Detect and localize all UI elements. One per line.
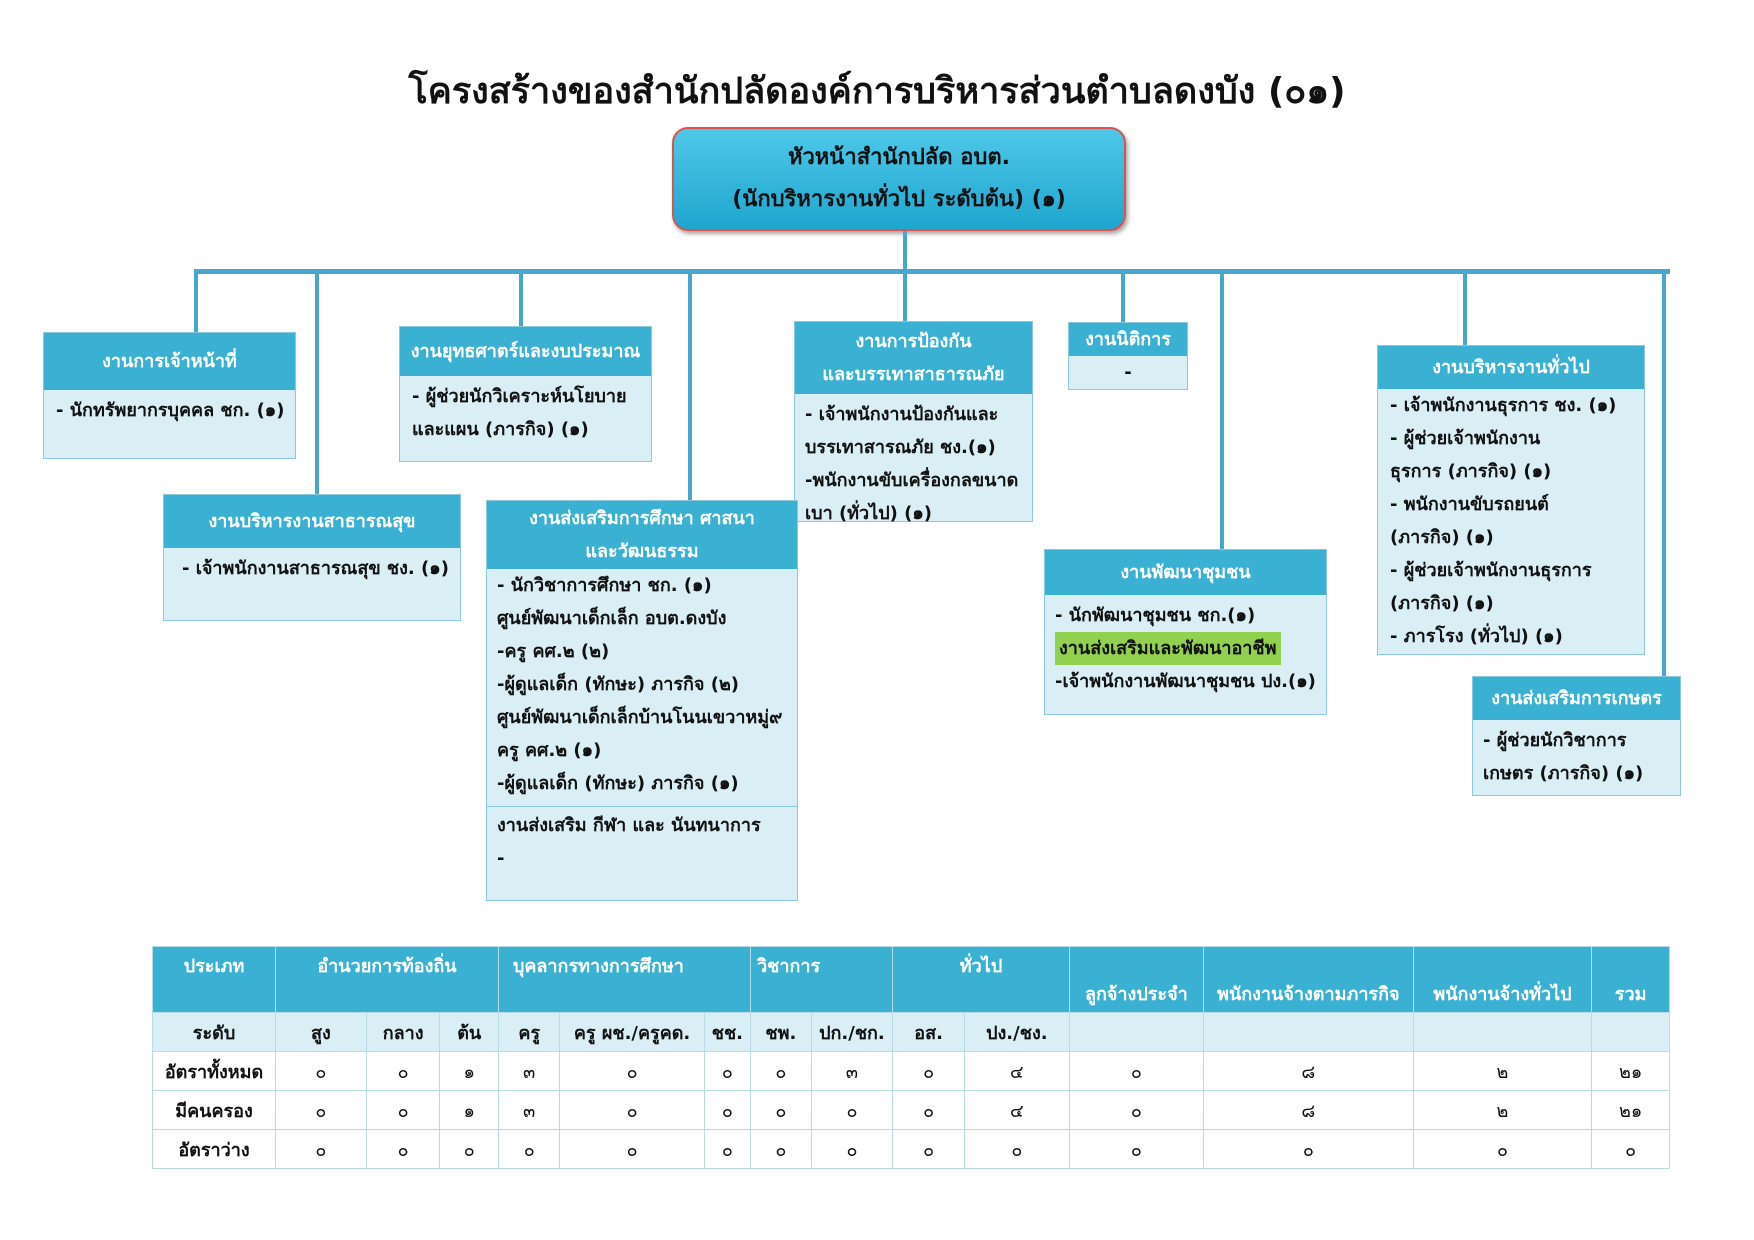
unit-education xyxy=(486,500,798,901)
sub-section-title: งานส่งเสริม กีฬา และ นันทนาการ xyxy=(497,815,761,836)
table-cell: ๒ xyxy=(1413,1091,1592,1130)
unit-title xyxy=(487,501,797,569)
list-item: - นักพัฒนาชุมชน ชก.(๑) xyxy=(1055,605,1256,626)
unit-body xyxy=(44,390,295,431)
highlight-row xyxy=(1055,632,1314,665)
connector-disaster xyxy=(903,271,907,321)
unit-agriculture xyxy=(1472,676,1681,796)
connector-community xyxy=(1220,271,1224,549)
table-cell: ๑ xyxy=(440,1091,499,1130)
header-type: ประเภท xyxy=(153,947,276,1013)
list-item: (ภารกิจ) (๑) xyxy=(1390,527,1494,548)
connector-admin xyxy=(1463,271,1467,345)
unit-title: งานส่งเสริมการเกษตร xyxy=(1473,677,1680,720)
table-cell: ๐ xyxy=(1203,1130,1413,1169)
connector-education xyxy=(688,271,692,500)
list-item: -เจ้าพนักงานพัฒนาชุมชน ปง.(๑) xyxy=(1055,671,1316,692)
level-cell: ชพ. xyxy=(751,1013,812,1052)
connector-legal xyxy=(1121,271,1125,322)
page-title: โครงสร้างของสำนักปลัดองค์การบริหารส่วนตำบลดงบัง (๐๑) xyxy=(408,71,1346,112)
table-cell: ๐ xyxy=(366,1052,440,1091)
unit-sub-section xyxy=(487,806,797,879)
table-cell: ๐ xyxy=(560,1052,704,1091)
table-cell: ๐ xyxy=(893,1130,965,1169)
table-cell: ๐ xyxy=(276,1052,367,1091)
unit-body xyxy=(1378,389,1644,657)
staff-summary-table xyxy=(152,946,1670,1169)
header-total: รวม xyxy=(1592,947,1670,1013)
table-cell: ๑ xyxy=(440,1052,499,1091)
level-cell: ปง./ชง. xyxy=(964,1013,1069,1052)
table-row xyxy=(153,1091,1670,1130)
table-cell: ๘ xyxy=(1203,1091,1413,1130)
list-item: ธุรการ (ภารกิจ) (๑) xyxy=(1390,461,1552,482)
list-item: - เจ้าพนักงานธุรการ ชง. (๑) xyxy=(1390,395,1617,416)
unit-body xyxy=(1069,356,1187,389)
unit-title-line: และวัฒนธรรม xyxy=(585,541,699,562)
header-permanent-employee: ลูกจ้างประจำ xyxy=(1069,947,1203,1013)
list-item: ครู คศ.๒ (๑) xyxy=(497,740,602,761)
header-mission-employee: พนักงานจ้างตามภารกิจ xyxy=(1203,947,1413,1013)
list-item: -ผู้ดูแลเด็ก (ทักษะ) ภารกิจ (๑) xyxy=(497,773,739,794)
unit-general-admin xyxy=(1377,345,1645,655)
level-cell xyxy=(1069,1013,1203,1052)
table-cell: ๘ xyxy=(1203,1052,1413,1091)
level-cell: อส. xyxy=(893,1013,965,1052)
level-cell xyxy=(1592,1013,1670,1052)
unit-title: งานนิติการ xyxy=(1069,323,1187,356)
unit-title xyxy=(795,322,1032,394)
table-cell: ๐ xyxy=(560,1130,704,1169)
table-level-row xyxy=(153,1013,1670,1052)
table-cell: ๐ xyxy=(1069,1130,1203,1169)
unit-body xyxy=(1045,595,1326,702)
list-item: - เจ้าพนักงานสาธารณสุข ชง. (๑) xyxy=(182,558,449,579)
list-item: -ผู้ดูแลเด็ก (ทักษะ) ภารกิจ (๒) xyxy=(497,674,740,695)
connector-horizontal-bus xyxy=(194,269,1670,274)
unit-title-line: งานการป้องกัน xyxy=(855,331,972,352)
list-item: - เจ้าพนักงานป้องกันและ xyxy=(805,404,999,425)
level-cell: กลาง xyxy=(366,1013,440,1052)
table-cell: ๒ xyxy=(1413,1052,1592,1091)
connector-main-vertical xyxy=(903,231,907,271)
table-cell: ๔ xyxy=(964,1091,1069,1130)
unit-body xyxy=(1473,720,1680,794)
connector-agriculture xyxy=(1662,271,1666,676)
list-item: เกษตร (ภารกิจ) (๑) xyxy=(1483,763,1644,784)
unit-title-line: งานส่งเสริมการศึกษา ศาสนา xyxy=(529,508,755,529)
table-cell: ๐ xyxy=(964,1130,1069,1169)
table-cell: ๐ xyxy=(276,1130,367,1169)
header-local-director: อำนวยการท้องถิ่น xyxy=(276,947,499,1013)
list-item: - ผู้ช่วยเจ้าพนักงานธุรการ xyxy=(1390,560,1592,581)
list-item: - ผู้ช่วยนักวิชาการ xyxy=(1483,730,1627,751)
table-cell: ๒๑ xyxy=(1592,1052,1670,1091)
unit-title: งานบริหารงานทั่วไป xyxy=(1378,346,1644,389)
table-cell: ๐ xyxy=(704,1130,750,1169)
table-cell: ๐ xyxy=(1069,1052,1203,1091)
list-item: - xyxy=(497,848,505,869)
level-cell: สูง xyxy=(276,1013,367,1052)
unit-body xyxy=(400,376,651,450)
table-cell: ๓ xyxy=(498,1052,560,1091)
header-academic: วิชาการ xyxy=(751,947,893,1013)
list-item: และแผน (ภารกิจ) (๑) xyxy=(412,419,589,440)
unit-disaster xyxy=(794,321,1033,522)
table-cell: ๐ xyxy=(560,1091,704,1130)
table-header-row xyxy=(153,947,1670,1013)
level-cell: ชช. xyxy=(704,1013,750,1052)
header-general-employee: พนักงานจ้างทั่วไป xyxy=(1413,947,1592,1013)
level-cell: ปก./ชก. xyxy=(811,1013,893,1052)
table-row xyxy=(153,1052,1670,1091)
table-cell: ๐ xyxy=(751,1091,812,1130)
level-cell: ระดับ xyxy=(153,1013,276,1052)
row-label: มีคนครอง xyxy=(153,1091,276,1130)
list-item: บรรเทาสารณภัย ชง.(๑) xyxy=(805,437,996,458)
table-cell: ๐ xyxy=(1413,1130,1592,1169)
header-general: ทั่วไป xyxy=(893,947,1070,1013)
list-item: -พนักงานขับเครื่องกลขนาด xyxy=(805,470,1019,491)
table-cell: ๐ xyxy=(1592,1130,1670,1169)
list-item: -ครู คศ.๒ (๒) xyxy=(497,641,610,662)
table-cell: ๐ xyxy=(751,1130,812,1169)
list-item: - ผู้ช่วยเจ้าพนักงาน xyxy=(1390,428,1541,449)
head-line-1: หัวหน้าสำนักปลัด อบต. xyxy=(787,145,1011,170)
unit-community-development xyxy=(1044,549,1327,715)
table-cell: ๒๑ xyxy=(1592,1091,1670,1130)
highlighted-label: งานส่งเสริมและพัฒนาอาชีพ xyxy=(1055,632,1281,665)
list-item: - พนักงานขับรถยนต์ xyxy=(1390,494,1549,515)
unit-title-line: และบรรเทาสาธารณภัย xyxy=(822,364,1005,385)
table-cell: ๐ xyxy=(366,1130,440,1169)
list-item: ศูนย์พัฒนาเด็กเล็กบ้านโนนเขวาหมู่๙ xyxy=(497,707,783,728)
list-item: - ภารโรง (ทั่วไป) (๑) xyxy=(1390,626,1563,647)
connector-health xyxy=(315,271,319,494)
level-cell: ต้น xyxy=(440,1013,499,1052)
connector-strategy xyxy=(519,271,523,326)
row-label: อัตราว่าง xyxy=(153,1130,276,1169)
table-cell: ๐ xyxy=(811,1091,893,1130)
level-cell xyxy=(1203,1013,1413,1052)
table-cell: ๐ xyxy=(440,1130,499,1169)
connector-personnel xyxy=(194,271,198,332)
table-cell: ๐ xyxy=(276,1091,367,1130)
header-education-personnel: บุคลากรทางการศึกษา xyxy=(498,947,750,1013)
table-cell: ๐ xyxy=(704,1091,750,1130)
unit-title: งานบริหารงานสาธารณสุข xyxy=(164,495,460,548)
list-item: - xyxy=(1124,362,1132,383)
level-cell xyxy=(1413,1013,1592,1052)
unit-body xyxy=(795,394,1032,534)
table-cell: ๐ xyxy=(366,1091,440,1130)
unit-strategy xyxy=(399,326,652,462)
list-item: (ภารกิจ) (๑) xyxy=(1390,593,1494,614)
table-cell: ๓ xyxy=(498,1091,560,1130)
head-line-2: (นักบริหารงานทั่วไป ระดับต้น) (๑) xyxy=(732,187,1066,212)
table-cell: ๐ xyxy=(751,1052,812,1091)
table-cell: ๐ xyxy=(893,1091,965,1130)
list-item: - นักทรัพยากรบุคคล ชก. (๑) xyxy=(56,400,285,421)
row-label: อัตราทั้งหมด xyxy=(153,1052,276,1091)
head-of-office-box xyxy=(672,127,1126,231)
list-item: - นักวิชาการศึกษา ชก. (๑) xyxy=(497,575,712,596)
unit-title: งานยุทธศาตร์และงบประมาณ xyxy=(400,327,651,376)
unit-title: งานพัฒนาชุมชน xyxy=(1045,550,1326,595)
table-cell: ๐ xyxy=(1069,1091,1203,1130)
table-cell: ๓ xyxy=(811,1052,893,1091)
unit-public-health xyxy=(163,494,461,621)
list-item: ศูนย์พัฒนาเด็กเล็ก อบต.ดงบัง xyxy=(497,608,727,629)
table-cell: ๐ xyxy=(811,1130,893,1169)
level-cell: ครู ผช./ครูคด. xyxy=(560,1013,704,1052)
list-item: เบา (ทั่วไป) (๑) xyxy=(805,503,933,524)
table-row xyxy=(153,1130,1670,1169)
unit-legal xyxy=(1068,322,1188,390)
unit-body xyxy=(164,548,460,589)
unit-title: งานการเจ้าหน้าที่ xyxy=(44,333,295,390)
table-cell: ๐ xyxy=(704,1052,750,1091)
table-cell: ๔ xyxy=(964,1052,1069,1091)
list-item: - ผู้ช่วยนักวิเคราะห์นโยบาย xyxy=(412,386,627,407)
level-cell: ครู xyxy=(498,1013,560,1052)
unit-body xyxy=(487,569,797,806)
table-cell: ๐ xyxy=(498,1130,560,1169)
table-cell: ๐ xyxy=(893,1052,965,1091)
unit-personnel xyxy=(43,332,296,459)
